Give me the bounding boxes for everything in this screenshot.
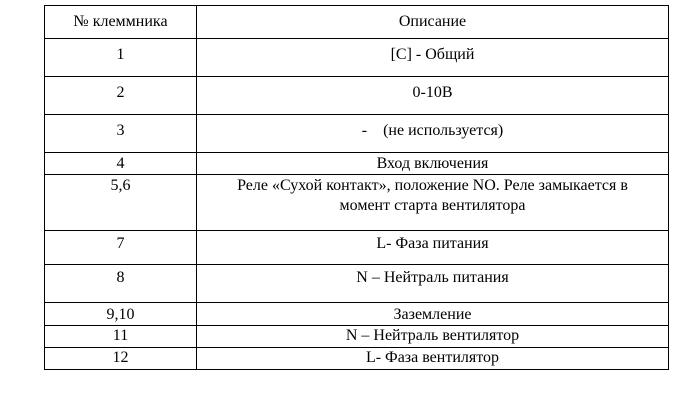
table-row: [45, 348, 669, 370]
header-description: [197, 6, 669, 39]
terminal-description: N – Нейтраль питания: [197, 265, 669, 303]
terminal-description: Вход включения: [197, 153, 669, 175]
terminal-description: Заземление: [197, 303, 669, 326]
table-header-row: [45, 6, 669, 39]
terminal-number: 11: [45, 326, 197, 348]
terminal-description: L- Фаза питания: [197, 231, 669, 265]
terminal-description: L- Фаза вентилятор: [197, 348, 669, 370]
terminal-number: 8: [45, 265, 197, 303]
table-row: [45, 303, 669, 326]
terminal-description: N – Нейтраль вентилятор: [197, 326, 669, 348]
table-row: [45, 326, 669, 348]
header-description-label: Описание: [398, 13, 467, 30]
terminal-number: 2: [45, 77, 197, 115]
terminal-number: 5,6: [45, 175, 197, 231]
table-row: [45, 231, 669, 265]
table-row: [45, 115, 669, 153]
terminal-description: Реле «Сухой контакт», положение NO. Реле замыкается в момент старта вентилятора: [197, 175, 669, 231]
terminal-number: 7: [45, 231, 197, 265]
terminal-description: - (не используется): [197, 115, 669, 153]
table-row: [45, 153, 669, 175]
terminal-number: 12: [45, 348, 197, 370]
terminal-table: [44, 5, 669, 370]
table-row: [45, 77, 669, 115]
terminal-number: 1: [45, 39, 197, 77]
terminal-number: 9,10: [45, 303, 197, 326]
terminal-description: 0-10В: [197, 77, 669, 115]
table-row: [45, 39, 669, 77]
header-terminal-number: [45, 6, 197, 39]
terminal-description: [C] - Общий: [197, 39, 669, 77]
terminal-number: 3: [45, 115, 197, 153]
table-row: [45, 175, 669, 231]
header-terminal-number-label: № клеммника: [73, 13, 168, 30]
table-row: [45, 265, 669, 303]
terminal-number: 4: [45, 153, 197, 175]
